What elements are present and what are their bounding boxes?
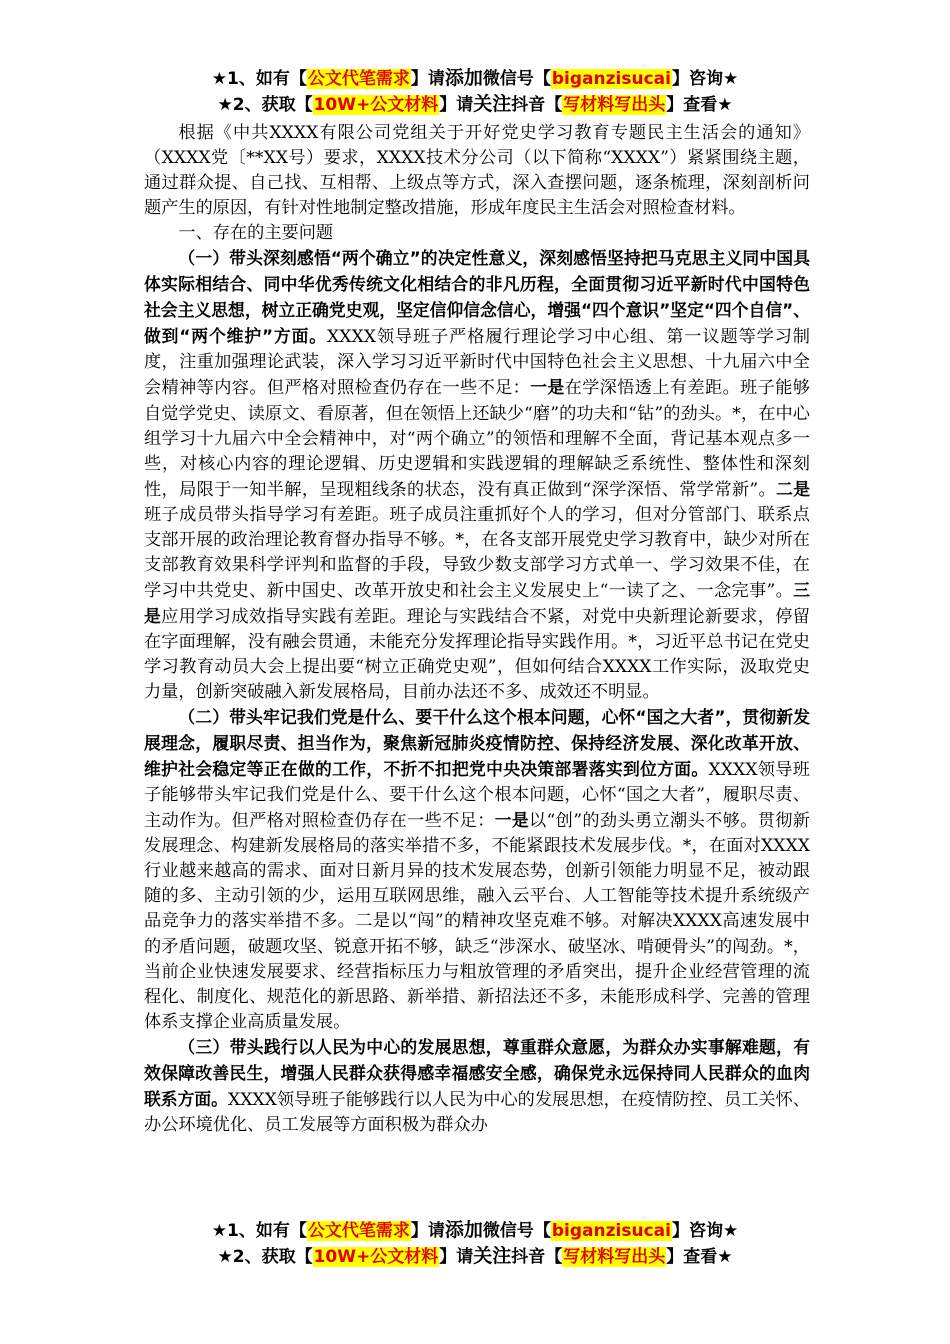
banner-text: ★2、获取【 [217,95,313,115]
paragraph-text: 应用学习成效指导实践有差距。理论与实践结合不紧，对党中央新理论新要求，停留在字面理解，没有融会贯通，未能充分发挥理论指导实践作用。*，习近平总书记在党史学习教育动员大会上提出要“树立正确党史观”，但如何结合XXXX工作实际，汲取党史力量，创新突破融入新发展格局，目前办法还不多、成效还不明显。 [144,606,810,703]
document-body [144,121,810,1138]
section-heading: 一、存在的主要问题 [178,223,334,244]
paragraph-item-2 [144,705,810,1035]
banner-text: 】请 [410,1221,445,1241]
banner-wechat-id: biganzisucai [551,1221,671,1241]
banner-highlight: 公文代笔需求 [307,1221,410,1241]
paragraph-text: 班子成员带头指导学习有差距。班子成员注重抓好个人的学习，但对分管部门、联系点支部开展的政治理论教育督办指导不够。*，在各支部开展党史学习教育中，缺少对所在支部教育效果科学评判和监督的手段，导致少数支部学习方式单一、学习效果不佳，在学习中共党史、新中国史、改革开放史和社会主义发展史上“一读了之、一念完事”。 [144,504,810,601]
banner-text: 微信号【 [482,69,551,89]
paragraph-item-1 [144,246,810,705]
item-title: （二）带头牢记我们党是什么、要干什么这个根本问题，心怀“国之大者”，贯彻新发展理念，履职尽责、担当作为，聚焦新冠肺炎疫情防控、保持经济发展、深化改革开放、维护社会稳定等正在做的工作，不折不扣把党中央决策部署落实到位方面。 [144,707,810,780]
banner-text: ★1、如有【 [211,69,307,89]
banner-highlight: 公文代笔需求 [307,69,410,89]
banner-emphasis: 关注 [473,93,512,115]
banner-highlight: 10W+公文材料 [313,1247,439,1267]
promo-banner-bottom-line1 [0,1218,950,1243]
banner-text: 】请 [410,69,445,89]
banner-text: ★2、获取【 [217,1247,313,1267]
point-marker: 一是 [494,810,529,831]
item-title: （一）带头深刻感悟“两个确立”的决定性意义，深刻感悟坚持把马克思主义同中国具体实际相结合、同中华优秀传统文化相结合的非凡历程，全面贯彻习近平新时代中国特色社会主义思想，树立正确党史观，坚定信仰信念信心，增强“四个意识”坚定“四个自信”、做到“两个维护”方面。 [144,248,810,347]
banner-text: 】咨询★ [671,69,739,89]
banner-highlight: 10W+公文材料 [313,95,439,115]
intro-paragraph: 根据《中共XXXX有限公司党组关于开好党史学习教育专题民主生活会的通知》（XXXX党〔**XX号）要求，XXXX技术分公司（以下简称“XXXX”）紧紧围绕主题，通过群众提、自己找、互相帮、上级点等方式，深入查摆问题，逐条梳理，深刻剖析问题产生的原因，有针对性地制定整改措施，形成年度民主生活会对照检查材料。 [144,123,810,219]
banner-text: 】请 [439,95,474,115]
paragraph-text: XXXX领导班子能够带头牢记我们党是什么、要干什么这个根本问题，心怀“国之大者”，履职尽责、主动作为。但严格对照检查仍存在一些不足： [144,760,810,832]
banner-text: 】请 [439,1247,474,1267]
promo-banner-top-line1 [0,66,950,91]
banner-emphasis: 添加 [444,67,483,89]
banner-text: 】咨询★ [671,1221,739,1241]
paragraph-text: XXXX领导班子能够践行以人民为中心的发展思想，在疫情防控、员工关怀、办公环境优化、员工发展等方面积极为群众办 [144,1089,810,1135]
banner-text: 抖音【 [511,95,563,115]
point-marker: 二是 [776,478,810,499]
paragraph-text: XXXX领导班子严格履行理论学习中心组、第一议题等学习制度，注重加强理论武装，深入学习习近平新时代中国特色社会主义思想、十九届六中全会精神等内容。但严格对照检查仍存在一些不足： [144,327,810,399]
banner-emphasis: 关注 [473,1245,512,1267]
promo-banner-top-line2 [0,92,950,117]
paragraph-text: 以“创”的劲头勇立潮头不够。贯彻新发展理念、构建新发展格局的落实举措不多，不能紧跟技术发展步伐。*，在面对XXXX行业越来越高的需求、面对日新月异的技术发展态势，创新引领能力明显不足，被动跟随的多、主动引领的少，运用互联网思维，融入云平台、人工智能等技术提升系统级产品竞争力的落实举措不多。二是以“闯”的精神攻坚克难不够。对解决XXXX高速发展中的矛盾问题，破题攻坚、锐意开拓不够，缺乏“涉深水、破坚冰、啃硬骨头”的闯劲。*，当前企业快速发展要求、经营指标压力与粗放管理的矛盾突出，提升企业经营管理的流程化、制度化、规范化的新思路、新举措、新招法还不多，未能形成科学、完善的管理体系支撑企业高质量发展。 [144,811,810,1032]
point-marker: 三是 [144,579,810,626]
banner-text: 】查看★ [666,95,733,115]
promo-banner-bottom-line2 [0,1244,950,1269]
banner-wechat-id: biganzisucai [551,69,671,89]
item-title: （三）带头践行以人民为中心的发展思想，尊重群众意愿，为群众办实事解难题，有效保障改善民生，增强人民群众获得感幸福感安全感，确保党永远保持同人民群众的血肉联系方面。 [144,1036,810,1109]
paragraph-text: 在学深悟透上有差距。班子能够自觉学党史、读原文、看原著，但在领悟上还缺少“磨”的功夫和“钻”的劲头。*，在中心组学习十九届六中全会精神中，对“两个确立”的领悟和理解不全面，背记基本观点多一些，对核心内容的理论逻辑、历史逻辑和实践逻辑的理解缺乏系统性、整体性和深刻性，局限于一知半解，呈现粗线条的状态，没有真正做到“深学深悟、常学常新”。 [144,378,810,500]
banner-douyin-id: 写材料写出头 [563,95,666,115]
banner-emphasis: 添加 [444,1219,483,1241]
banner-text: 微信号【 [482,1221,551,1241]
point-marker: 一是 [530,377,565,398]
paragraph-item-3 [144,1035,810,1138]
banner-text: ★1、如有【 [211,1221,307,1241]
banner-text: 抖音【 [511,1247,563,1267]
banner-text: 】查看★ [666,1247,733,1267]
banner-douyin-id: 写材料写出头 [563,1247,666,1267]
